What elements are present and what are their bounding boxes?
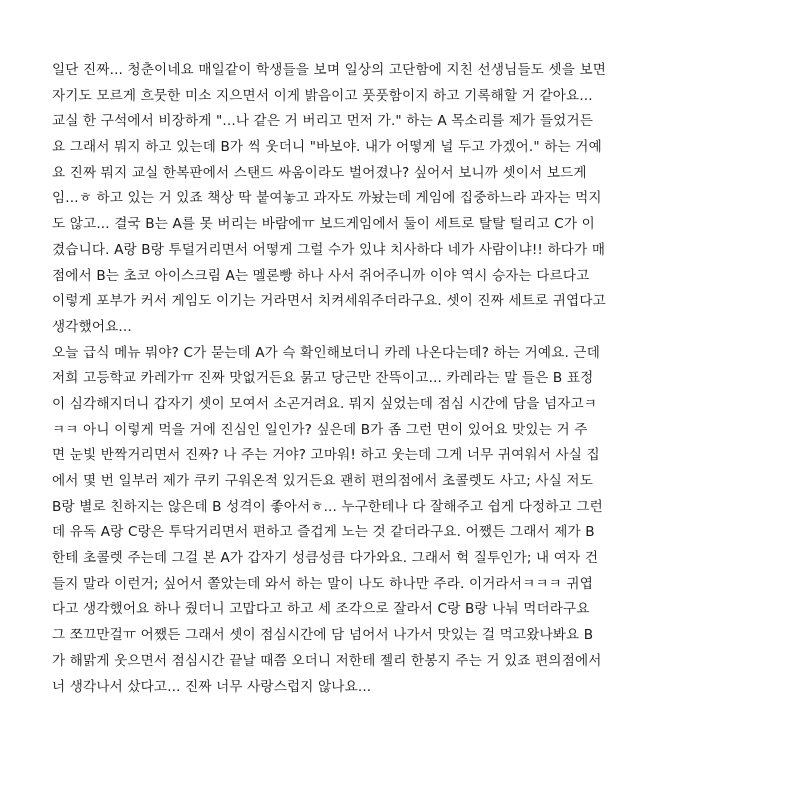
text-line: 한테 초콜렛 주는데 그걸 본 A가 갑자기 성큼성큼 다가와요. 그래서 헉 질투인가; 내 여자 건 [52,550,599,567]
text-line: 도 않고... 결국 B는 A를 못 버리는 바람에ㅠ 보드게임에서 둘이 세트로 탈탈 털리고 C가 이 [52,216,595,233]
text-line: 이렇게 포부가 커서 게임도 이기는 거라면서 치켜세워주더라구요. 셋이 진짜 세트로 귀엽다고 [52,293,606,310]
text-line: ㅋㅋ 아니 이렇게 먹을 거에 진심인 일인가? 싶은데 B가 좀 그런 면이 있어요 맛있는 거 주 [52,421,588,438]
text-line: 요 그래서 뭐지 하고 있는데 B가 씩 웃더니 "바보야. 내가 어떻게 널 두고 가겠어." 하는 거예 [52,139,602,156]
text-line: 점에서 B는 초코 아이스크림 A는 멜론빵 하나 사서 쥐어주니까 이야 역시 승자는 다르다고 [52,267,590,284]
text-line: 오늘 급식 메뉴 뭐야? C가 묻는데 A가 슥 확인해보더니 카레 나온다는데? 하는 거예요. 근데 [52,344,600,361]
text-line: 너 생각나서 샀다고... 진짜 너무 사랑스럽지 않나요... [52,678,372,695]
text-line: 저희 고등학교 카레가ㅠ 진짜 맛없거든요 묽고 당근만 잔뜩이고... 카레라는 말 들은 B 표정 [52,370,594,387]
text-line: 그 쪼끄만걸ㅠ 어쨌든 그래서 셋이 점심시간에 담 넘어서 나가서 맛있는 걸 먹고왔나봐요 B [52,627,594,644]
text-line: 임...ㅎ 하고 있는 거 있죠 책상 딱 붙여놓고 과자도 까놨는데 게임에 집중하느라 과자는 먹지 [52,190,602,207]
text-line: 데 유독 A랑 C랑은 투닥거리면서 편하고 즐겁게 노는 것 같더라구요. 어쨌든 그래서 제가 B [52,524,595,541]
text-line: 겼습니다. A랑 B랑 투덜거리면서 어떻게 그럴 수가 있냐 치사하다 네가 사람이냐!! 하다가 매 [52,241,606,258]
text-line: 자기도 모르게 흐뭇한 미소 지으면서 이게 밝음이고 풋풋함이지 하고 기록해할 거 같아요... [52,87,593,104]
text-line: 가 해맑게 웃으면서 점심시간 끝날 때쯤 오더니 저한테 젤리 한봉지 주는 거 있죠 편의점에서 [52,652,602,669]
text-line: B랑 별로 친하지는 않은데 B 성격이 좋아서ㅎ... 누구한테나 다 잘해주고 쉽게 다정하고 그런 [52,498,603,515]
text-line: 생각했어요... [52,318,132,335]
document-body [52,58,774,700]
text-line: 교실 한 구석에서 비장하게 "...나 같은 거 버리고 먼저 가." 하는 A 목소리를 제가 들었거든 [52,113,594,130]
text-line: 다고 생각했어요 하나 줬더니 고맙다고 하고 세 조각으로 잘라서 C랑 B랑 나눠 먹더라구요 [52,601,590,618]
text-line: 일단 진짜... 청춘이네요 매일같이 학생들을 보며 일상의 고단함에 지친 선생님들도 셋을 보면 [52,62,607,78]
text-line: 요 진짜 뭐지 교실 한복판에서 스탠드 싸움이라도 벌어졌나? 싶어서 보니까 셋이서 보드게 [52,164,587,181]
text-line: 들지 말라 이런거; 싶어서 쫄았는데 와서 하는 말이 나도 하나만 주라. 이거라서ㅋㅋㅋ 귀엽 [52,575,593,592]
text-line: 에서 몇 번 일부러 제가 쿠키 구워온적 있거든요 괜히 편의점에서 초콜렛도 사고; 사실 저도 [52,473,593,489]
text-line: 이 심각해지더니 갑자기 셋이 모여서 소곤거려요. 뭐지 싶었는데 점심 시간에 담을 넘자고ㅋ [52,395,598,412]
text-line: 면 눈빛 반짝거리면서 진짜? 나 주는 거야? 고마워! 하고 웃는데 그게 너무 귀여워서 사실 집 [52,447,600,464]
